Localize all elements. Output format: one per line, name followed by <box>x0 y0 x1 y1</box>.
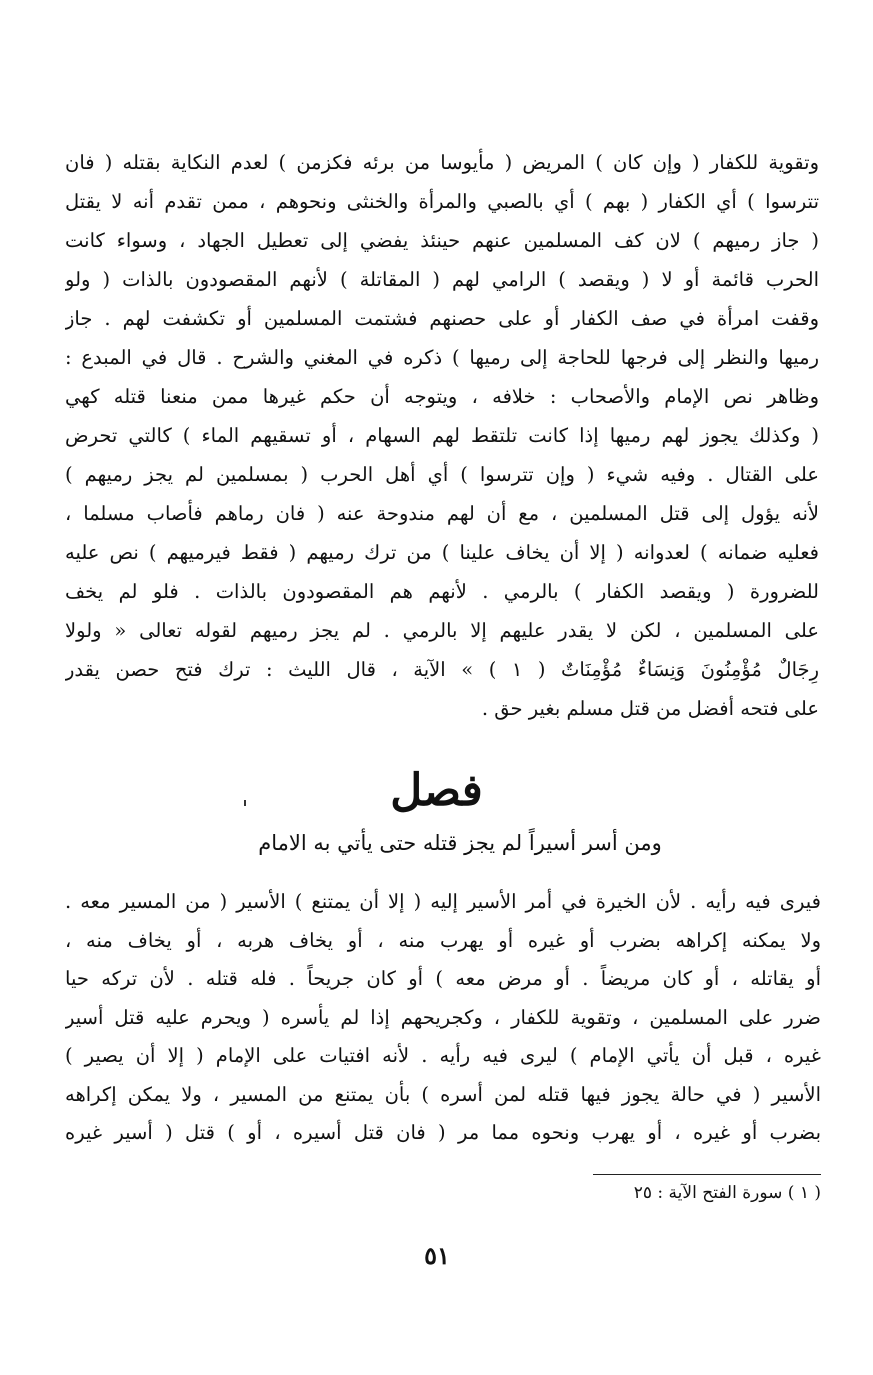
print-speck <box>244 800 246 806</box>
text-line: ( وكذلك يجوز لهم رميها إذا كانت تلتقط لهم السهام ، أو تسقيهم الماء ) كالتي تحرض <box>65 424 819 447</box>
text-line: الحرب قائمة أو لا ( ويقصد ) الرامي لهم ( المقاتلة ) لأنهم المقصودون بالذات ( ولو <box>65 268 819 291</box>
text-line: على القتال . وفيه شيء ( وإن تترسوا ) أي أهل الحرب ( بمسلمين لم يجز رميهم ) <box>65 463 819 486</box>
text-line: ولا يمكنه إكراهه بضرب أو غيره أو يهرب منه ، أو يخاف هربه ، أو يخاف منه ، <box>65 928 821 952</box>
text-line: غيره ، قبل أن يأتي الإمام ) ليرى فيه رأيه . لأنه افتيات على الإمام ( إلا أن يصير ) <box>65 1044 821 1067</box>
footnote: ( ١ ) سورة الفتح الآية : ٢٥ <box>633 1183 821 1203</box>
matn-text-line: ومن أسر أسيراً لم يجز قتله حتى يأتي به الامام <box>258 831 662 855</box>
text-line: على فتحه أفضل من قتل مسلم بغير حق . <box>481 697 819 720</box>
text-line: ( جاز رميهم ) لان كف المسلمين عنهم حينئذ يفضي إلى تعطيل الجهاد ، وسواء كانت <box>65 229 819 252</box>
commentary-paragraph-2 <box>65 883 821 1153</box>
text-line: فعليه ضمانه ) لعدوانه ( إلا أن يخاف علينا ) من ترك رميهم ( فقط فيرميهم ) نص عليه <box>65 541 819 564</box>
commentary-paragraph-1 <box>65 143 819 728</box>
text-line: لأنه يؤول إلى قتل المسلمين ، مع أن لهم مندوحة عنه ( فان رماهم فأصاب مسلما ، <box>65 502 819 525</box>
text-line: تترسوا ) أي الكفار ( بهم ) أي بالصبي والمرأة والخنثى ونحوهم ، ممن تقدم أنه لا يقتل <box>65 190 819 213</box>
section-heading: فصل <box>390 765 483 816</box>
text-line: رميها والنظر إلى فرجها للحاجة إلى رميها ) ذكره في المغني والشرح . قال في المبدع : <box>65 346 819 369</box>
text-line: أو يقاتله ، أو كان مريضاً . أو مرض معه ) أو كان جريحاً . فله قتله . لأن تركه حيا <box>65 967 821 990</box>
text-line: رِجَالٌ مُؤْمِنُونَ وَنِسَاءٌ مُؤْمِنَاتٌ ( ١ ) » الآية ، قال الليث : ترك فتح حصن يقدر <box>65 658 819 681</box>
text-line: بضرب أو غيره ، أو يهرب ونحوه مما مر ( فان قتل أسيره ، أو ) قتل ( أسير غيره <box>65 1121 821 1144</box>
text-line: الأسير ( في حالة يجوز فيها قتله لمن أسره ) بأن يمتنع من المسير ، ولا يمكن إكراهه <box>65 1082 821 1106</box>
text-line: وقفت امرأة في صف الكفار أو على حصنهم فشتمت المسلمين أو تكشفت لهم . جاز <box>65 307 819 330</box>
text-line: وتقوية للكفار ( وإن كان ) المريض ( مأيوسا من برئه فكزمن ) لعدم النكاية بقتله ( فان <box>65 151 819 174</box>
text-line: للضرورة ( ويقصد الكفار ) بالرمي . لأنهم هم المقصودون بالذات . فلو لم يخف <box>65 580 819 603</box>
text-line: على المسلمين ، لكن لا يقدر عليهم إلا بالرمي . لم يجز رميهم لقوله تعالى « ولولا <box>65 619 819 642</box>
text-line: ضرر على المسلمين ، وتقوية للكفار ، وكجريحهم إذا لم يأسره ( ويحرم عليه قتل أسير <box>65 1005 821 1029</box>
footnote-divider <box>593 1174 821 1175</box>
text-line: وظاهر نص الإمام والأصحاب : خلافه ، ويتوجه أن حكم غيرها ممن منعنا قتله كهي <box>65 385 819 408</box>
page-number: ٥١ <box>424 1241 450 1270</box>
text-line: فيرى فيه رأيه . لأن الخيرة في أمر الأسير إليه ( إلا أن يمتنع ) الأسير ( من المسير معه . <box>65 890 821 913</box>
